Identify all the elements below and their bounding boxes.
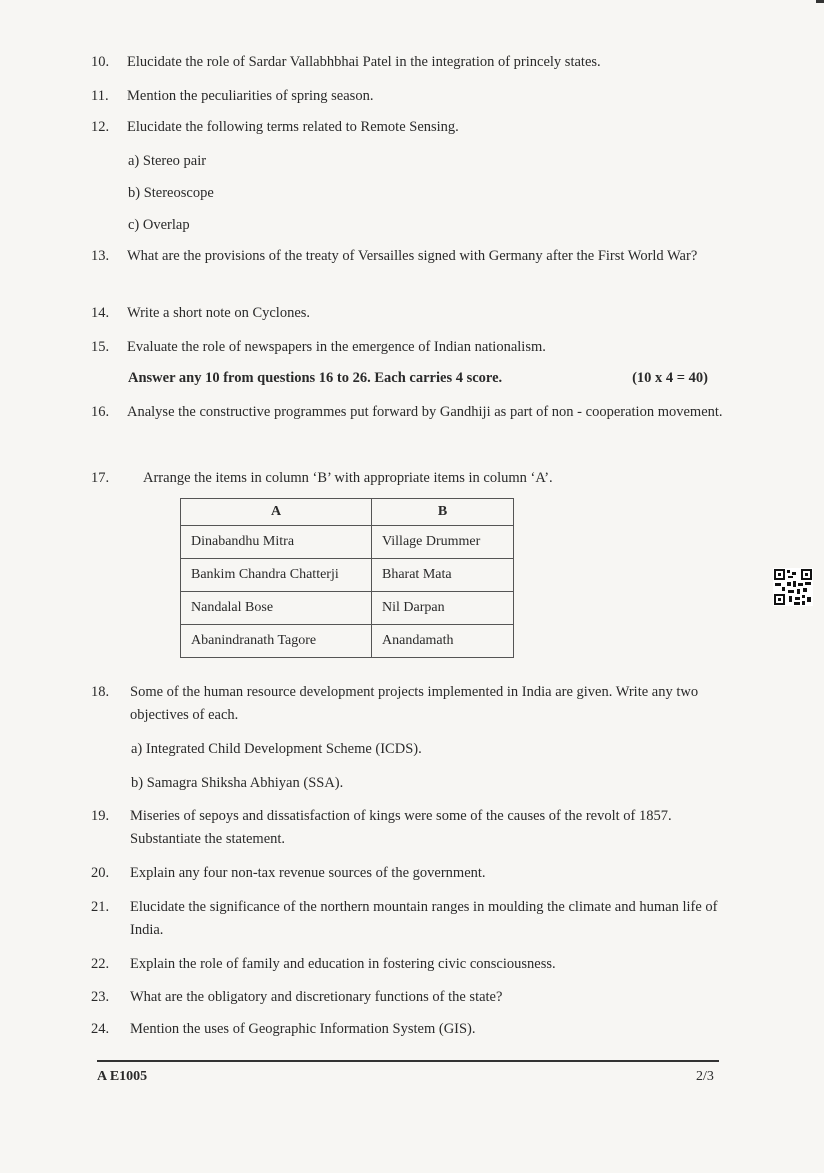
question-text: What are the provisions of the treaty of Versailles signed with Germany after the First World War?: [127, 248, 698, 264]
question-text: Elucidate the significance of the northern mountain ranges in moulding the climate and human life of India.: [130, 899, 718, 938]
question-21: [91, 896, 731, 942]
question-number: 24.: [91, 1021, 110, 1037]
table-header-row: [181, 499, 514, 526]
question-text: Analyse the constructive programmes put forward by Gandhiji as part of non - cooperation movement.: [127, 404, 723, 420]
question-text: Elucidate the following terms related to Remote Sensing.: [127, 119, 459, 135]
question-11: [91, 85, 731, 108]
instruction-text: Answer any 10 from questions 16 to 26. Each carries 4 score.: [128, 370, 503, 386]
question-number: 23.: [91, 989, 110, 1005]
question-13: [91, 245, 731, 268]
question-15: [91, 336, 731, 359]
question-17: [91, 467, 731, 490]
table-cell: Bankim Chandra Chatterji: [181, 559, 372, 592]
question-24: [91, 1018, 731, 1041]
paper-code: A E1005: [97, 1069, 148, 1084]
question-text: Arrange the items in column ‘B’ with appropriate items in column ‘A’.: [143, 470, 553, 486]
question-number: 20.: [91, 865, 110, 881]
sub-item: a) Stereo pair: [128, 153, 207, 169]
question-text: Miseries of sepoys and dissatisfaction of kings were some of the causes of the revolt of 1857. Substantiate the statement.: [130, 808, 672, 847]
column-b-header: B: [372, 499, 514, 526]
question-number: 22.: [91, 956, 110, 972]
question-text: Elucidate the role of Sardar Vallabhbhai Patel in the integration of princely states.: [127, 54, 601, 70]
question-text: Mention the peculiarities of spring season.: [127, 88, 374, 104]
page-number: 2/3: [696, 1069, 714, 1084]
question-number: 21.: [91, 899, 110, 915]
sub-item: a) Integrated Child Development Scheme (ICDS).: [131, 741, 422, 757]
question-22: [91, 953, 731, 976]
question-20: [91, 862, 731, 885]
table-row: [181, 592, 514, 625]
question-14: [91, 302, 731, 325]
question-number: 13.: [91, 248, 110, 264]
table-row: [181, 526, 514, 559]
table-cell: Dinabandhu Mitra: [181, 526, 372, 559]
question-number: 14.: [91, 305, 110, 321]
table-cell: Bharat Mata: [372, 559, 514, 592]
question-text: Write a short note on Cyclones.: [127, 305, 311, 321]
question-16: [91, 401, 731, 424]
question-19: [91, 805, 731, 851]
question-text: Mention the uses of Geographic Information System (GIS).: [130, 1021, 476, 1037]
table-cell: Abanindranath Tagore: [181, 625, 372, 658]
question-number: 11.: [91, 88, 109, 104]
table-cell: Nandalal Bose: [181, 592, 372, 625]
table-cell: Anandamath: [372, 625, 514, 658]
question-number: 18.: [91, 684, 110, 700]
question-number: 19.: [91, 808, 110, 824]
question-12: [91, 116, 731, 139]
footer-divider: [97, 1060, 719, 1062]
column-a-header: A: [181, 499, 372, 526]
question-number: 16.: [91, 404, 110, 420]
sub-item: c) Overlap: [128, 217, 190, 233]
edge-mark: [816, 0, 824, 3]
question-number: 17.: [91, 470, 110, 486]
question-text: Explain the role of family and education in fostering civic consciousness.: [130, 956, 556, 972]
question-number: 15.: [91, 339, 110, 355]
question-text: Explain any four non-tax revenue sources of the government.: [130, 865, 486, 881]
table-cell: Village Drummer: [372, 526, 514, 559]
question-10: [91, 51, 731, 74]
qr-code-icon: [773, 568, 813, 606]
question-23: [91, 986, 731, 1009]
table-row: [181, 559, 514, 592]
sub-item: b) Samagra Shiksha Abhiyan (SSA).: [131, 775, 344, 791]
table-row: [181, 625, 514, 658]
section-instruction: [128, 370, 708, 387]
question-number: 12.: [91, 119, 110, 135]
marks-allocation: (10 x 4 = 40): [632, 370, 708, 386]
question-18: [91, 681, 731, 727]
table-cell: Nil Darpan: [372, 592, 514, 625]
question-number: 10.: [91, 54, 110, 70]
question-text: What are the obligatory and discretionary functions of the state?: [130, 989, 503, 1005]
sub-item: b) Stereoscope: [128, 185, 214, 201]
question-text: Evaluate the role of newspapers in the emergence of Indian nationalism.: [127, 339, 546, 355]
question-text: Some of the human resource development projects implemented in India are given. Write any two objectives of each.: [130, 684, 699, 723]
match-table: [180, 498, 514, 658]
